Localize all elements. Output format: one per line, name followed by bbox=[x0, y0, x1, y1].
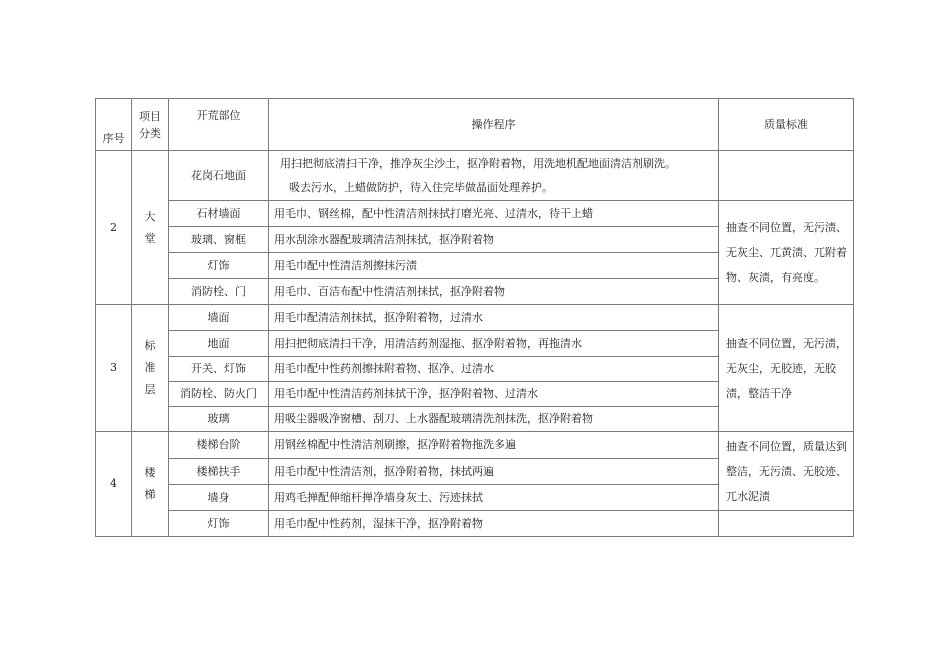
part-cell: 楼梯台阶 bbox=[169, 432, 269, 459]
header-standard: 质量标准 bbox=[719, 99, 854, 151]
procedure-cell: 用毛巾配中性清洁剂，抠净附着物，抹拭两遍 bbox=[269, 459, 719, 485]
procedure-cell: 用毛巾配清洁剂抹拭，抠净附着物，过清水 bbox=[269, 305, 719, 331]
header-no: 序号 bbox=[96, 99, 132, 151]
group-no: 2 bbox=[96, 151, 132, 305]
procedure-cell: 用鸡毛掸配伸缩杆掸净墙身灰土、污迹抹拭 bbox=[269, 485, 719, 511]
procedure-cell: 用毛巾、钢丝棉，配中性清洁剂抹拭打磨光亮、过清水，待干上蜡 bbox=[269, 201, 719, 227]
part-cell: 玻璃、窗框 bbox=[169, 227, 269, 253]
standard-cell: 抽查不同位置，质量达到整洁，无污渍、无胶迹、兀水泥渍 bbox=[719, 432, 854, 511]
procedure-cell bbox=[269, 151, 719, 201]
procedure-cell: 用毛巾配中性药剂，湿抹干净，抠净附着物 bbox=[269, 511, 719, 537]
part-cell: 墙身 bbox=[169, 485, 269, 511]
header-procedure: 操作程序 bbox=[269, 99, 719, 151]
part-cell: 楼梯扶手 bbox=[169, 459, 269, 485]
category-char: 标 bbox=[144, 339, 156, 352]
standard-cell-empty bbox=[719, 511, 854, 537]
part-cell: 消防栓、门 bbox=[169, 279, 269, 305]
table-row bbox=[96, 432, 854, 459]
table-row bbox=[96, 201, 854, 227]
group-category bbox=[132, 432, 169, 537]
part-cell: 花岗石地面 bbox=[169, 151, 269, 201]
table-row bbox=[96, 305, 854, 331]
header-part: 开荒部位 bbox=[169, 99, 269, 151]
procedure-cell: 用毛巾配中性清洁剂擦抹污渍 bbox=[269, 253, 719, 279]
category-char: 准 bbox=[144, 361, 156, 374]
header-category-line-2: 分类 bbox=[139, 126, 161, 140]
table-row bbox=[96, 151, 854, 201]
procedure-cell: 用毛巾配中性药剂擦抹附着物、抠净、过清水 bbox=[269, 357, 719, 382]
procedure-cell: 用水刮涂水器配玻璃清洁剂抹拭，抠净附着物 bbox=[269, 227, 719, 253]
part-cell: 灯饰 bbox=[169, 253, 269, 279]
procedure-cell: 用扫把彻底清扫干净，用清洁药剂湿拖、抠净附着物，再拖清水 bbox=[269, 331, 719, 357]
part-cell: 灯饰 bbox=[169, 511, 269, 537]
category-char: 梯 bbox=[144, 488, 156, 501]
part-cell: 玻璃 bbox=[169, 407, 269, 432]
category-char: 层 bbox=[144, 383, 156, 396]
header-category-line-1: 项目 bbox=[139, 109, 161, 123]
category-char: 大 bbox=[144, 209, 156, 223]
group-category bbox=[132, 151, 169, 305]
part-cell: 地面 bbox=[169, 331, 269, 357]
procedure-cell: 用钢丝棉配中性清洁剂刷擦，抠净附着物拖洗多遍 bbox=[269, 432, 719, 459]
procedure-cell: 用吸尘器吸净窗槽、刮刀、上水器配玻璃清洗剂抹洗，抠净附着物 bbox=[269, 407, 719, 432]
procedure-cell: 用毛巾、百洁布配中性清洁剂抹拭，抠净附着物 bbox=[269, 279, 719, 305]
group-no: 3 bbox=[96, 305, 132, 432]
procedure-line: 用扫把彻底清扫干净，推净灰尘沙土，抠净附着物，用洗地机配地面清洁剂刷洗。 bbox=[280, 156, 676, 170]
header-category bbox=[132, 99, 169, 151]
part-cell: 石材墙面 bbox=[169, 201, 269, 227]
procedure-cell: 用毛巾配中性清洁药剂抹拭干净，抠净附着物、过清水 bbox=[269, 382, 719, 407]
standard-cell: 抽查不同位置，无污渍，无灰尘，无胶迹，无胶渍，整洁干净 bbox=[719, 305, 854, 432]
group-category bbox=[132, 305, 169, 432]
part-cell: 墙面 bbox=[169, 305, 269, 331]
table-row bbox=[96, 511, 854, 537]
group-no: 4 bbox=[96, 432, 132, 537]
standard-cell: 抽查不同位置，无污渍、无灰尘、兀黄渍、兀附着物、灰渍，有亮度。 bbox=[719, 201, 854, 305]
header-row bbox=[96, 99, 854, 151]
procedure-line: 吸去污水，上蜡做防护，待入住完毕做晶面处理养护。 bbox=[289, 180, 553, 194]
part-cell: 开关、灯饰 bbox=[169, 357, 269, 382]
standard-cell-empty bbox=[719, 151, 854, 201]
cleaning-standard-table bbox=[95, 98, 854, 537]
category-char: 楼 bbox=[144, 466, 156, 479]
part-cell: 消防栓、防火门 bbox=[169, 382, 269, 407]
category-char: 堂 bbox=[144, 231, 156, 245]
